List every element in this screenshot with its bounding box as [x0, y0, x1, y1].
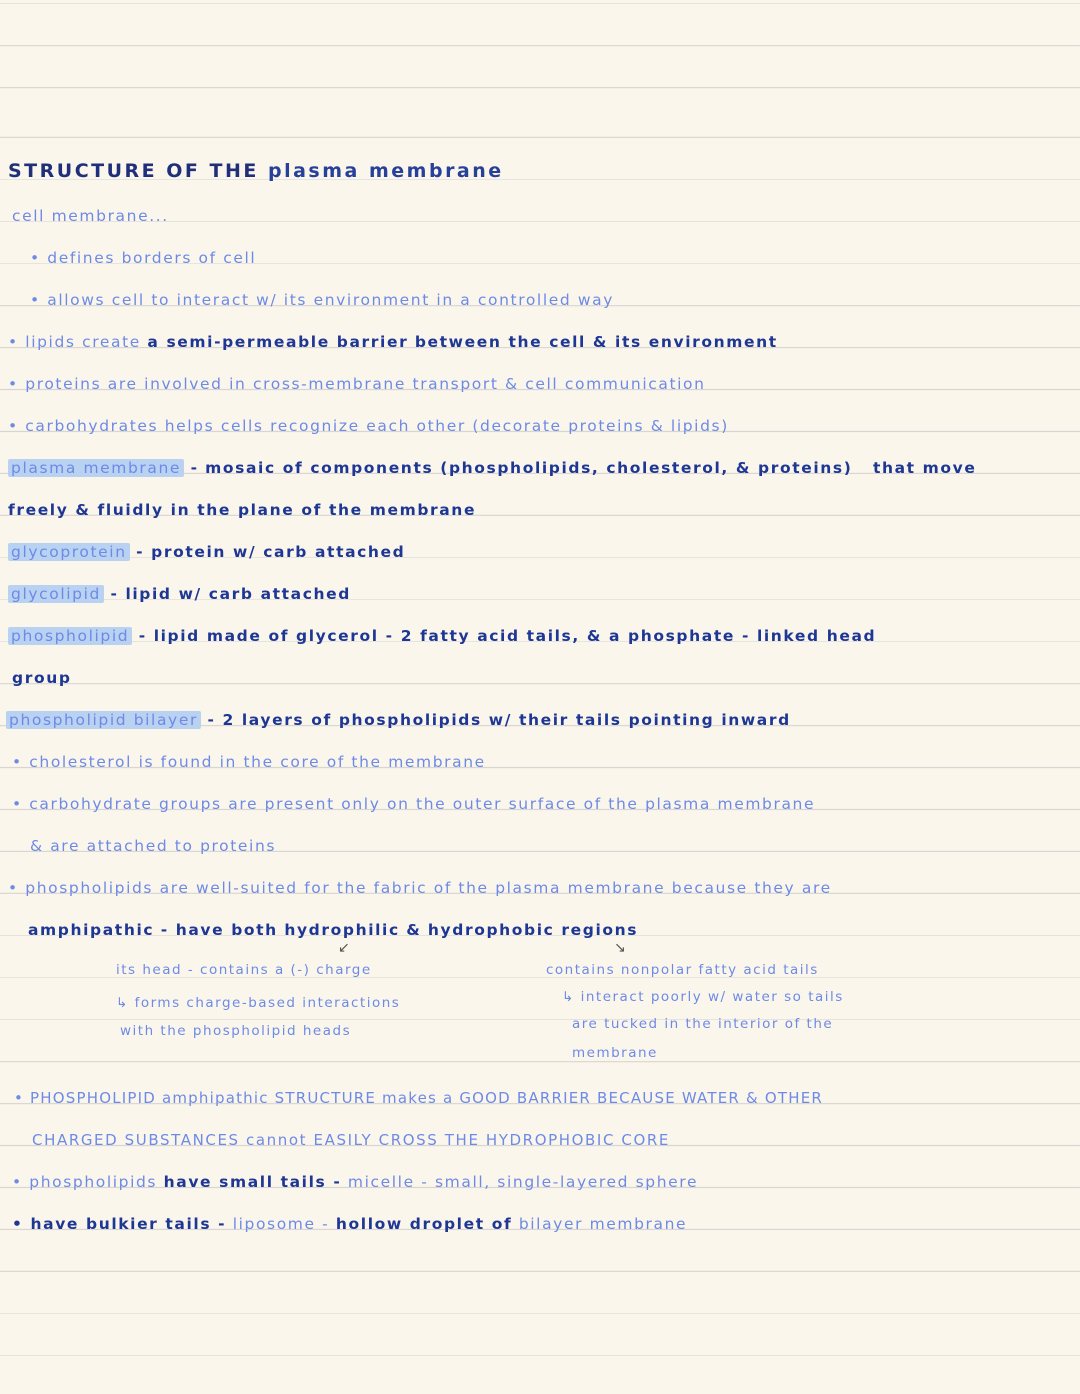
micelle-line: • phospholipids have small tails - micelle - small, single-layered sphere: [12, 1173, 699, 1191]
hydrophobic-note: membrane: [572, 1045, 658, 1061]
amphipathic-line: • phospholipids are well-suited for the fabric of the plasma membrane because they are: [8, 879, 832, 897]
title-part: STRUCTURE OF THE: [8, 160, 259, 182]
cell-membrane-heading: cell membrane...: [12, 207, 169, 225]
phospholipid-definition: phospholipid - lipid made of glycerol - 2 fatty acid tails, & a phosphate - linked head: [8, 615, 1080, 657]
plasma-membrane-definition-cont: freely & fluidly in the plane of the membrane: [8, 501, 477, 519]
term-highlight: plasma membrane: [8, 459, 184, 477]
bilayer-definition: phospholipid bilayer - 2 layers of phospholipids w/ their tails pointing inward: [6, 699, 1080, 741]
title-part: plasma: [267, 160, 360, 182]
barrier-statement-cont: CHARGED SUBSTANCES cannot EASILY CROSS THE HYDROPHOBIC CORE: [32, 1131, 670, 1149]
amphipathic-definition: amphipathic - have both hydrophilic & hydrophobic regions: [28, 921, 639, 939]
term-highlight: glycoprotein: [8, 543, 130, 561]
bilayer-note: • cholesterol is found in the core of the membrane: [12, 753, 486, 771]
hydrophobic-note: contains nonpolar fatty acid tails: [546, 962, 819, 978]
component-proteins: • proteins are involved in cross-membrane transport & cell communication: [8, 375, 706, 393]
component-carbohydrates: • carbohydrates helps cells recognize each other (decorate proteins & lipids): [8, 417, 729, 435]
glycoprotein-definition: glycoprotein - protein w/ carb attached: [8, 531, 1080, 573]
cell-membrane-bullet: • allows cell to interact w/ its environment in a controlled way: [30, 291, 614, 309]
plasma-membrane-definition: plasma membrane - mosaic of components (phospholipids, cholesterol, & proteins) that move: [8, 447, 1080, 489]
phospholipid-definition-cont: group: [12, 669, 72, 687]
glycolipid-definition: glycolipid - lipid w/ carb attached: [8, 573, 1080, 615]
term-highlight: phospholipid: [8, 627, 132, 645]
liposome-line: • have bulkier tails - liposome - hollow droplet of bilayer membrane: [12, 1215, 688, 1233]
hydrophobic-note: ↳ interact poorly w/ water so tails: [562, 989, 844, 1005]
hydrophilic-note: its head - contains a (-) charge: [116, 962, 372, 978]
hydrophobic-note: are tucked in the interior of the: [572, 1016, 834, 1032]
hydrophilic-note: ↳ forms charge-based interactions: [116, 995, 401, 1011]
bilayer-note: • carbohydrate groups are present only on the outer surface of the plasma membrane: [12, 795, 816, 813]
hydrophilic-note: with the phospholipid heads: [120, 1023, 352, 1039]
barrier-statement: • PHOSPHOLIPID amphipathic STRUCTURE makes a GOOD BARRIER BECAUSE WATER & OTHER: [14, 1089, 823, 1107]
page-title: [8, 150, 1080, 192]
title-part: membrane: [368, 160, 504, 182]
term-highlight: glycolipid: [8, 585, 104, 603]
bilayer-note: & are attached to proteins: [30, 837, 277, 855]
term-highlight: phospholipid bilayer: [6, 711, 201, 729]
cell-membrane-bullet: • defines borders of cell: [30, 249, 257, 267]
component-lipids: • lipids create a semi-permeable barrier between the cell & its environment: [8, 333, 778, 351]
arrow-down-left-icon: ↙: [338, 940, 350, 956]
arrow-down-right-icon: ↘: [614, 940, 626, 956]
